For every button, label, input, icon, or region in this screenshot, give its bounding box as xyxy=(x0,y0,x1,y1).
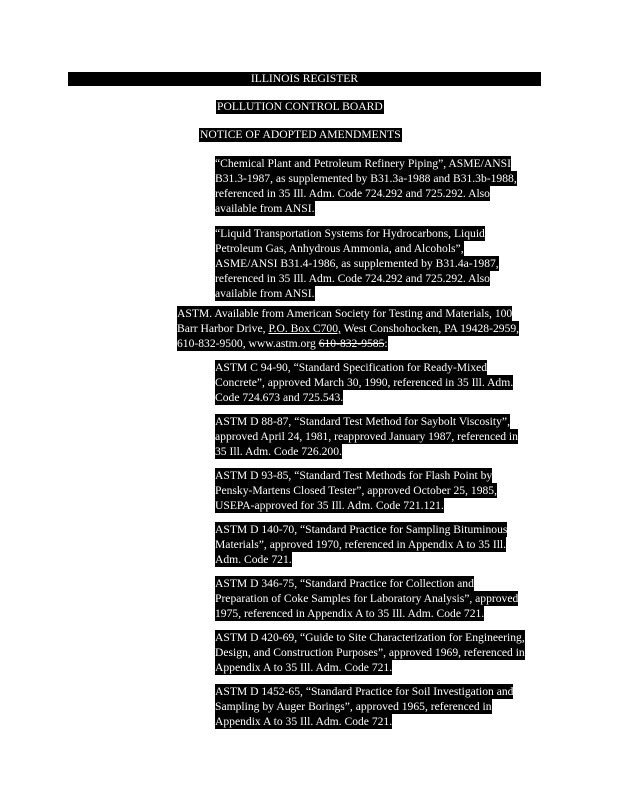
entry-line: B31.3-1987, as supplemented by B31.3a-1988 and B31.3b-1988, xyxy=(215,172,517,185)
entry-line: ASTM D 420-69, “Guide to Site Characterization for Engineering, xyxy=(215,631,525,644)
entry-line: “Chemical Plant and Petroleum Refinery Piping”, ASME/ANSI xyxy=(215,157,511,170)
notice-title: NOTICE OF ADOPTED AMENDMENTS xyxy=(200,128,401,141)
entry-line: Materials”, approved 1970, referenced in Appendix A to 35 Ill. xyxy=(215,538,507,551)
entry-line: Adm. Code 721. xyxy=(215,553,292,566)
astm-line xyxy=(177,321,519,336)
entry-line: ASTM D 346-75, “Standard Practice for Collection and xyxy=(215,577,474,590)
entry-line: 1975, referenced in Appendix A to 35 Ill. Adm. Code 721. xyxy=(215,607,485,620)
astm-line xyxy=(177,336,388,351)
entry-line: referenced in 35 Ill. Adm. Code 724.292 and 725.292. Also xyxy=(215,272,490,285)
entry-line: referenced in 35 Ill. Adm. Code 724.292 and 725.292. Also xyxy=(215,187,490,200)
entry-line: Design, and Construction Purposes”, approved 1969, referenced in xyxy=(215,646,525,659)
entry-line: Code 724.673 and 725.543. xyxy=(215,391,344,404)
entry-line: ASTM D 140-70, “Standard Practice for Sampling Bituminous xyxy=(215,523,508,536)
entry-line: USEPA-approved for 35 Ill. Adm. Code 721.121. xyxy=(215,499,444,512)
astm-colon: : xyxy=(384,337,388,350)
reference-entry xyxy=(215,360,513,405)
entry-line: Appendix A to 35 Ill. Adm. Code 721. xyxy=(215,661,393,674)
entry-line: Concrete”, approved March 30, 1990, referenced in 35 Ill. Adm. xyxy=(215,376,514,389)
entry-line: Petroleum Gas, Anhydrous Ammonia, and Alcohols”, xyxy=(215,242,464,255)
entry-line: ASTM D 1452-65, “Standard Practice for Soil Investigation and xyxy=(215,685,514,698)
astm-source-paragraph xyxy=(177,306,519,351)
entry-line: 35 Ill. Adm. Code 726.200. xyxy=(215,445,342,458)
reference-entry xyxy=(215,414,518,459)
entry-line: approved April 24, 1981, reapproved January 1987, referenced in xyxy=(215,430,518,443)
entry-line: Sampling by Auger Borings”, approved 1965, referenced in xyxy=(215,700,492,713)
astm-line: ASTM. Available from American Society for Testing and Materials, 100 xyxy=(177,307,513,320)
entry-line: available from ANSI. xyxy=(215,287,315,300)
reference-entry xyxy=(215,630,525,675)
entry-line: Preparation of Coke Samples for Laboratory Analysis”, approved xyxy=(215,592,519,605)
entry-line: ASME/ANSI B31.4-1986, as supplemented by B31.4a-1987, xyxy=(215,257,499,270)
entry-line: ASTM D 88-87, “Standard Test Method for Saybolt Viscosity”, xyxy=(215,415,510,428)
reference-entry xyxy=(215,576,518,621)
entry-line: Pensky-Martens Closed Tester”, approved October 25, 1985, xyxy=(215,484,497,497)
astm-address-b: West Conshohocken, PA 19428-2959, xyxy=(340,322,520,335)
entry-line: ASTM C 94-90, “Standard Specification for Ready-Mixed xyxy=(215,361,488,374)
entry-line: “Liquid Transportation Systems for Hydrocarbons, Liquid xyxy=(215,227,485,240)
astm-address-a: Barr Harbor Drive, xyxy=(177,322,269,335)
reference-entry xyxy=(215,468,497,513)
astm-po-box: P.O. Box C700, xyxy=(268,322,341,335)
astm-fax-struck: 610-832-9585 xyxy=(318,337,385,350)
entry-line: ASTM D 93-85, “Standard Test Methods for Flash Point by xyxy=(215,469,493,482)
reference-entry xyxy=(215,226,499,301)
entry-line: available from ANSI. xyxy=(215,202,315,215)
astm-phone: 610-832-9500, www.astm.org xyxy=(177,337,319,350)
entry-line: Appendix A to 35 Ill. Adm. Code 721. xyxy=(215,715,393,728)
reference-entry xyxy=(215,684,513,729)
agency-name: POLLUTION CONTROL BOARD xyxy=(217,100,383,113)
reference-entry xyxy=(215,522,507,567)
register-title: ILLINOIS REGISTER xyxy=(68,72,541,86)
reference-entry xyxy=(215,156,517,216)
